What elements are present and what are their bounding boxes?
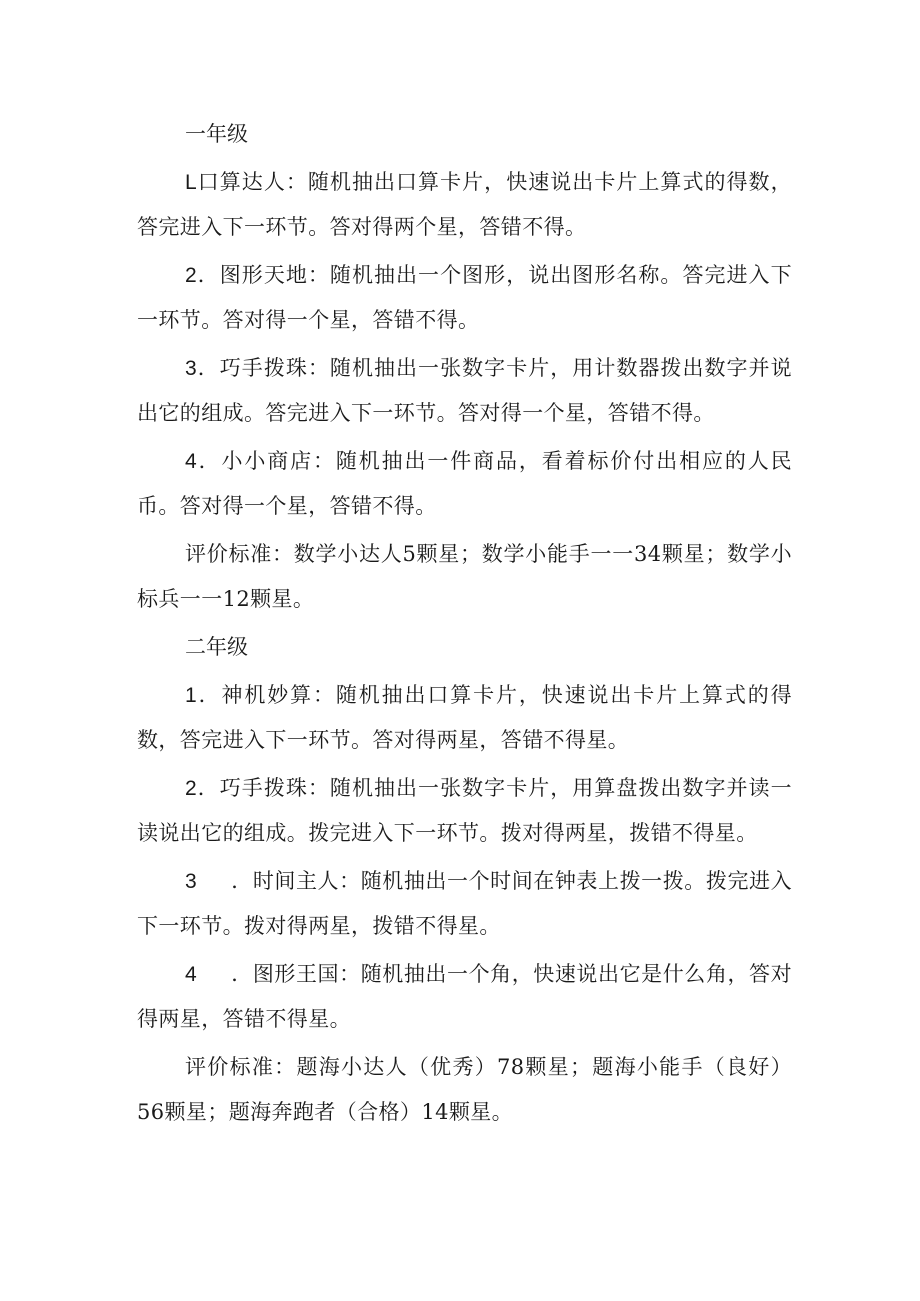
grade2-heading: 二年级 [185,635,248,659]
grade2-criteria: 评价标准：题海小达人（优秀）78颗星；题海小能手（良好）56颗星；题海奔跑者（合格）14颗星。 [137,1055,792,1124]
grade2-item-3 [137,859,792,949]
item-number: 3 [185,870,198,893]
grade2-item-2 [137,766,792,856]
grade1-heading: 一年级 [185,122,248,146]
item-number: 2 [185,264,198,287]
item-number: 4 [185,450,198,473]
grade1-criteria: 评价标准：数学小达人5颗星；数学小能手一一34颗星；数学小标兵一一12颗星。 [137,542,792,611]
grade2-item-4 [137,952,792,1042]
item-text: ．巧手拨珠：随机抽出一张数字卡片，用算盘拨出数字并读一读说出它的组成。拨完进入下一环节。拨对得两星，拨错不得星。 [137,776,792,845]
item-text: ．时间主人：随机抽出一个时间在钟表上拨一拨。拨完进入下一环节。拨对得两星，拨错不得星。 [137,869,792,938]
grade1-item-4 [137,439,792,529]
item-number: 2 [185,777,198,800]
item-text: ．图形王国：随机抽出一个角，快速说出它是什么角，答对得两星，答错不得星。 [137,962,792,1031]
item-text: ．神机妙算：随机抽出口算卡片，快速说出卡片上算式的得数，答完进入下一环节。答对得两星，答错不得星。 [137,683,792,752]
item-text: ．小小商店：随机抽出一件商品，看着标价付出相应的人民币。答对得一个星，答错不得。 [137,449,792,518]
grade1-item-2 [137,253,792,343]
grade1-item-3 [137,346,792,436]
item-number: 1 [185,684,198,707]
grade2-item-1 [137,673,792,763]
item-number: L [185,171,198,194]
item-number: 4 [185,963,198,986]
grade1-item-1 [137,160,792,250]
item-text: ．巧手拨珠：随机抽出一张数字卡片，用计数器拨出数字并说出它的组成。答完进入下一环节。答对得一个星，答错不得。 [137,356,792,425]
item-text: 口算达人：随机抽出口算卡片，快速说出卡片上算式的得数，答完进入下一环节。答对得两个星，答错不得。 [137,170,792,239]
document-body [137,112,792,1138]
item-number: 3 [185,357,198,380]
item-text: ．图形天地：随机抽出一个图形，说出图形名称。答完进入下一环节。答对得一个星，答错不得。 [137,263,792,332]
